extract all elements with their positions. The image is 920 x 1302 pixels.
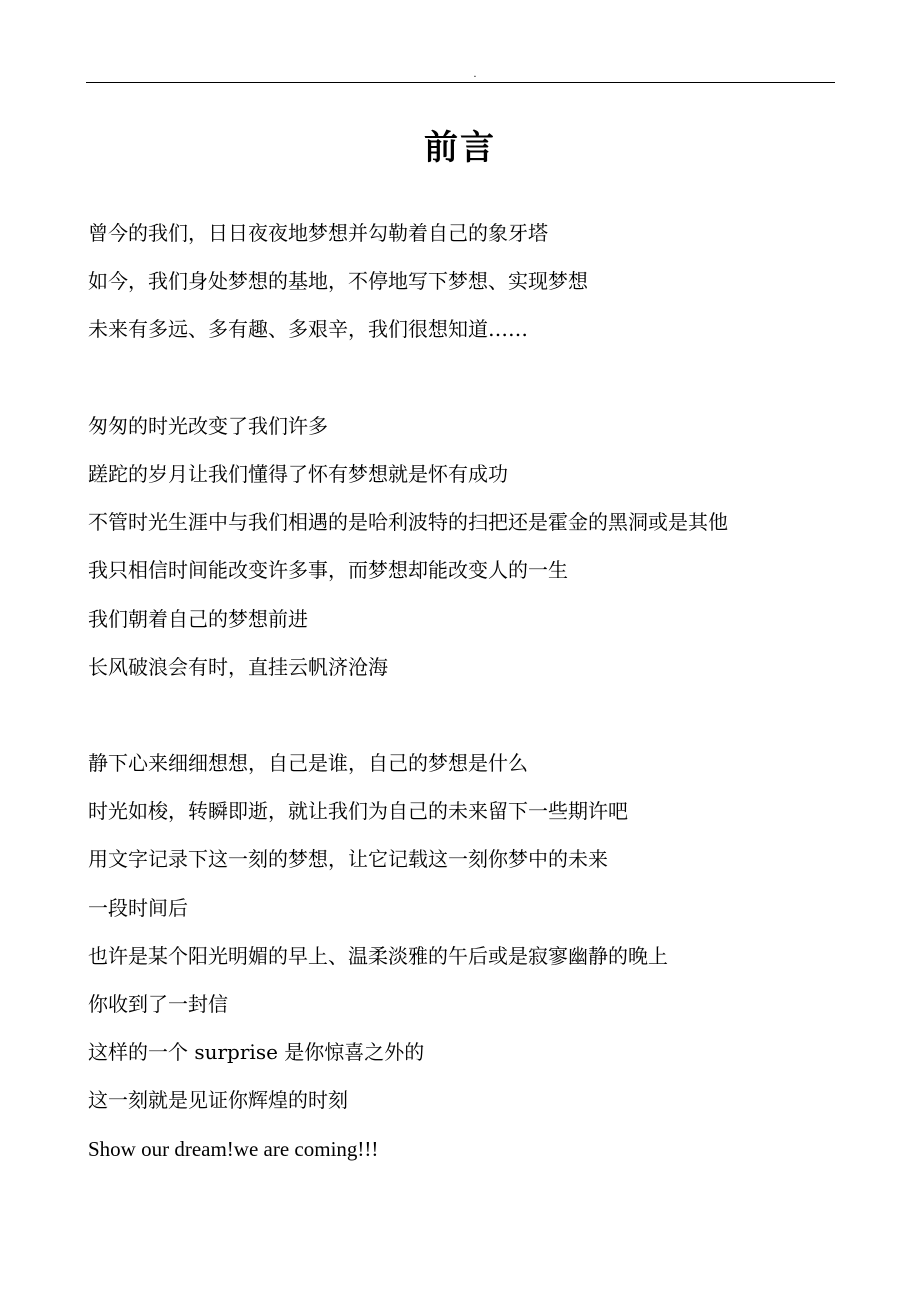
text-line: 这一刻就是见证你辉煌的时刻 xyxy=(88,1088,348,1113)
text-line: 时光如梭，转瞬即逝，就让我们为自己的未来留下一些期许吧 xyxy=(88,799,628,824)
text-line: 长风破浪会有时，直挂云帆济沧海 xyxy=(88,654,388,679)
text-line: 我们朝着自己的梦想前进 xyxy=(88,606,308,631)
text-line: 我只相信时间能改变许多事，而梦想却能改变人的一生 xyxy=(88,558,568,583)
text-line: Show our dream!we are coming!!! xyxy=(88,1136,379,1161)
text-line: 用文字记录下这一刻的梦想，让它记载这一刻你梦中的未来 xyxy=(88,847,608,872)
text-line: 这样的一个 surprise 是你惊喜之外的 xyxy=(88,1040,425,1065)
text-line: 如今，我们身处梦想的基地，不停地写下梦想、实现梦想 xyxy=(88,269,588,294)
stanza-gap xyxy=(88,360,848,408)
body-text xyxy=(88,215,848,1179)
text-line: 你收到了一封信 xyxy=(88,992,228,1016)
text-line: 匆匆的时光改变了我们许多 xyxy=(88,413,328,438)
text-line: 曾今的我们，日日夜夜地梦想并勾勒着自己的象牙塔 xyxy=(88,221,548,245)
stanza-gap xyxy=(88,697,848,745)
text-line: 静下心来细细想想，自己是谁，自己的梦想是什么 xyxy=(88,751,528,776)
text-line: 不管时光生涯中与我们相遇的是哈利波特的扫把还是霍金的黑洞或是其他 xyxy=(88,510,728,535)
page-title: 前言 xyxy=(424,128,496,168)
text-line: 一段时间后 xyxy=(88,895,188,920)
text-line: 也许是某个阳光明媚的早上、温柔淡雅的午后或是寂寥幽静的晚上 xyxy=(88,943,668,968)
text-line: 未来有多远、多有趣、多艰辛，我们很想知道…… xyxy=(88,317,528,342)
header-mark: . xyxy=(473,69,477,80)
header-rule xyxy=(86,82,835,83)
text-line: 蹉跎的岁月让我们懂得了怀有梦想就是怀有成功 xyxy=(88,461,508,486)
